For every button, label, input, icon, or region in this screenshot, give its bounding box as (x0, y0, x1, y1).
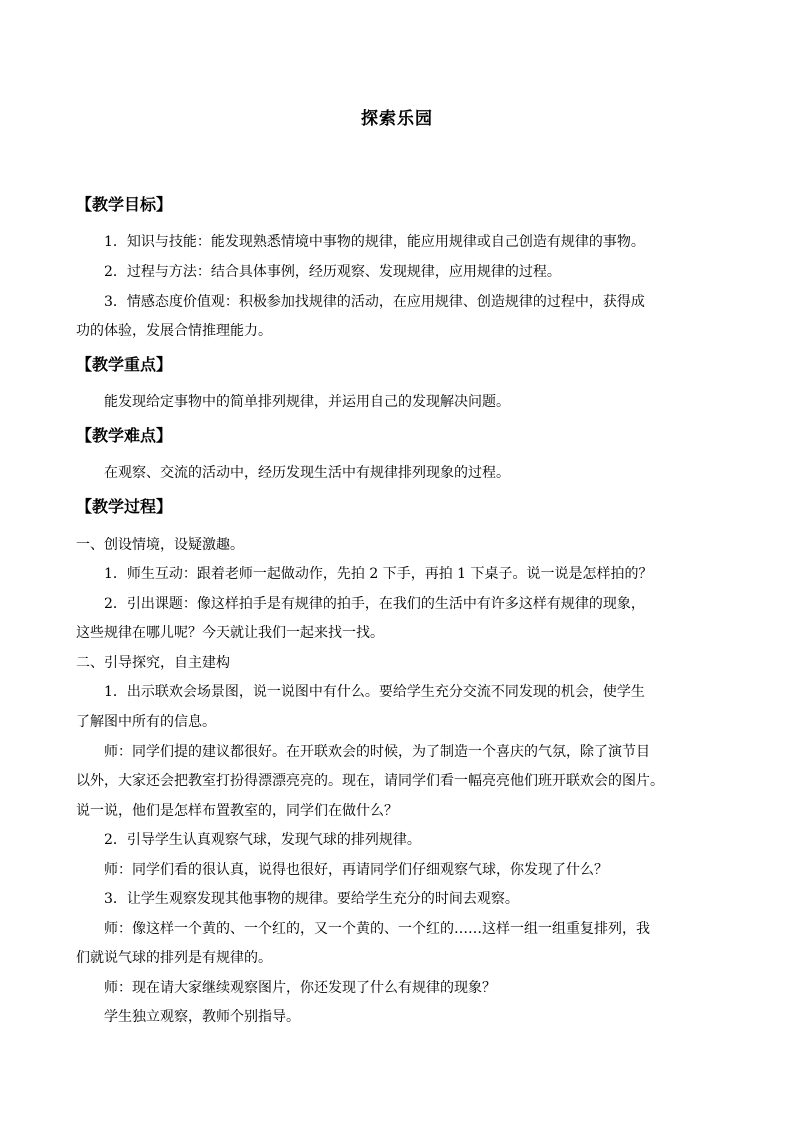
process-line-4: 这些规律在哪儿呢？今天就让我们一起来找一找。 (76, 625, 384, 641)
heading-difficulties: 【教学难点】 (76, 426, 173, 445)
process-line-15: 们就说气球的排列是有规律的。 (76, 950, 272, 966)
process-line-7: 了解图中所有的信息。 (76, 714, 216, 730)
process-line-13: 3．让学生观察发现其他事物的规律。要给学生充分的时间去观察。 (104, 891, 519, 907)
process-line-9: 以外，大家还会把教室打扮得漂漂亮亮的。现在，请同学们看一幅亮亮他们班开联欢会的图片。 (76, 773, 664, 789)
objective-line-2: 2．过程与方法：结合具体事例，经历观察、发现规律，应用规律的过程。 (104, 264, 561, 280)
key-point-line-1: 能发现给定事物中的简单排列规律，并运用自己的发现解决问题。 (104, 394, 510, 410)
process-line-8: 师：同学们提的建议都很好。在开联欢会的时候，为了制造一个喜庆的气氛，除了演节目 (104, 744, 650, 760)
process-line-1: 一、创设情境，设疑激趣。 (76, 537, 244, 553)
process-line-6: 1．出示联欢会场景图，说一说图中有什么。要给学生充分交流不同发现的机会，使学生 (104, 684, 645, 700)
process-line-17: 学生独立观察，教师个别指导。 (104, 1009, 300, 1025)
process-line-5: 二、引导探究，自主建构 (76, 655, 230, 671)
objective-line-3: 3．情感态度价值观：积极参加找规律的活动，在应用规律、创造规律的过程中，获得成 (104, 294, 645, 310)
objective-line-4: 功的体验，发展合情推理能力。 (76, 323, 272, 339)
process-line-12: 师：同学们看的很认真，说得也很好，再请同学们仔细观察气球，你发现了什么？ (104, 862, 608, 878)
heading-process: 【教学过程】 (76, 497, 173, 516)
process-line-3: 2．引出课题：像这样拍手是有规律的拍手，在我们的生活中有许多这样有规律的现象， (104, 596, 645, 612)
difficulty-line-1: 在观察、交流的活动中，经历发现生活中有规律排列现象的过程。 (104, 465, 510, 481)
process-line-16: 师：现在请大家继续观察图片，你还发现了什么有规律的现象？ (104, 980, 496, 996)
process-line-2: 1．师生互动：跟着老师一起做动作，先拍 2 下手，再拍 1 下桌子。说一说是怎样拍的？ (104, 566, 653, 582)
process-line-10: 说一说，他们是怎样布置教室的，同学们在做什么？ (76, 803, 398, 819)
heading-objectives: 【教学目标】 (76, 195, 173, 214)
objective-line-1: 1．知识与技能：能发现熟悉情境中事物的规律，能应用规律或自己创造有规律的事物。 (104, 234, 645, 250)
document-title: 探索乐园 (361, 109, 433, 129)
process-line-11: 2．引导学生认真观察气球，发现气球的排列规律。 (104, 832, 421, 848)
heading-key-points: 【教学重点】 (76, 355, 173, 374)
process-line-14: 师：像这样一个黄的、一个红的，又一个黄的、一个红的……这样一组一组重复排列，我 (104, 921, 650, 937)
